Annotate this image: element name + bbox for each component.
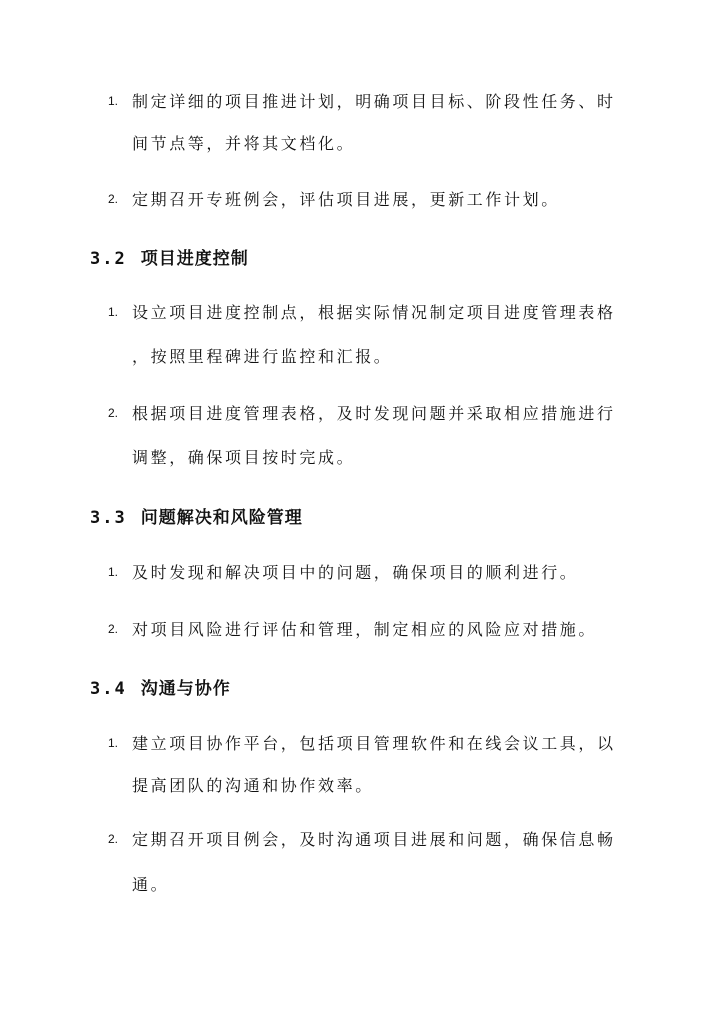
list-text-line: 根据项目进度管理表格，及时发现问题并采取相应措施进行 (132, 404, 616, 423)
list-text-line: 对项目风险进行评估和管理，制定相应的风险应对措施。 (132, 620, 598, 639)
list-text-line: 及时发现和解决项目中的问题，确保项目的顺利进行。 (132, 563, 579, 582)
list-text-line: 定期召开项目例会，及时沟通项目进展和问题，确保信息畅 (132, 830, 616, 849)
list-text-line: 制定详细的项目推进计划，明确项目目标、阶段性任务、时 (132, 92, 616, 111)
list-text-line: 通。 (132, 875, 170, 894)
list-number: 1. (108, 94, 119, 108)
section-title: 沟通与协作 (140, 679, 231, 699)
list-text-line: 提高团队的沟通和协作效率。 (132, 776, 374, 795)
list-text-line: 设立项目进度控制点，根据实际情况制定项目进度管理表格 (132, 303, 616, 322)
list-text-line: 定期召开专班例会，评估项目进展，更新工作计划。 (132, 190, 560, 209)
section-heading (90, 503, 303, 528)
list-number: 2. (108, 192, 119, 206)
list-number: 2. (108, 622, 119, 636)
list-number: 2. (108, 406, 119, 420)
list-number: 2. (108, 832, 119, 846)
section-heading (90, 674, 231, 699)
section-number: 3.2 (90, 249, 127, 269)
section-heading (90, 244, 249, 269)
list-number: 1. (108, 305, 119, 319)
list-text-line: 调整，确保项目按时完成。 (132, 448, 356, 467)
list-text-line: 间节点等，并将其文档化。 (132, 134, 356, 153)
list-number: 1. (108, 736, 119, 750)
section-number: 3.4 (90, 679, 127, 699)
section-number: 3.3 (90, 508, 127, 528)
section-title: 问题解决和风险管理 (140, 508, 303, 528)
list-text-line: ，按照里程碑进行监控和汇报。 (132, 347, 393, 366)
section-title: 项目进度控制 (140, 249, 249, 269)
list-text-line: 建立项目协作平台，包括项目管理软件和在线会议工具，以 (132, 734, 616, 753)
list-number: 1. (108, 565, 119, 579)
